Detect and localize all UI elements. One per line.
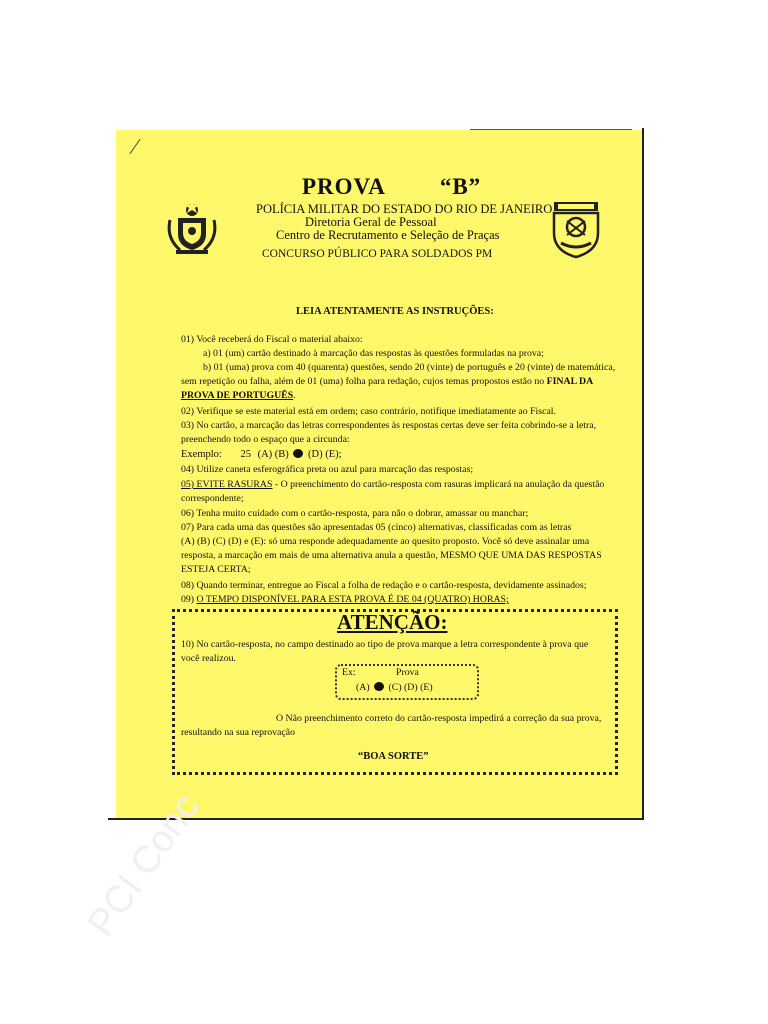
prova-example-label: Ex: [342, 667, 356, 678]
filled-bubble-icon [293, 449, 303, 458]
example-row: Exemplo: 25 (A) (B) (D) (E); [181, 449, 342, 460]
instruction-06: 06) Tenha muito cuidado com o cartão-resposta, para não o dobrar, amassar ou manchar; [181, 508, 529, 519]
instruction-01b-line2: sem repetição ou falha, além de 01 (uma) folha para redação, cujos temas propostos estão no FINAL DA [181, 376, 594, 387]
instruction-05-line1: 05) EVITE RASURAS - O preenchimento do cartão-resposta com rasuras implicará na anulação da questão [181, 479, 605, 490]
prova-label: Prova [396, 667, 419, 678]
instruction-07-line4: ESTEJA CERTA; [181, 564, 251, 575]
instruction-03-line2: preenchendo todo o espaço que a circunda: [181, 434, 350, 445]
center-name: Centro de Recrutamento e Seleção de Praças [276, 228, 500, 242]
prova-title: PROVA “B” [302, 174, 482, 199]
instruction-10-line1: 10) No cartão-resposta, no campo destinado ao tipo de prova marque a letra correspondente à prova que [181, 639, 589, 650]
pm-badge-icon [551, 199, 601, 259]
contest-name: CONCURSO PÚBLICO PARA SOLDADOS PM [262, 248, 493, 260]
prova-options: (A) (C) (D) (E) [356, 682, 433, 693]
good-luck: “BOA SORTE” [358, 751, 429, 762]
org-name: POLÍCIA MILITAR DO ESTADO DO RIO DE JANEIRO [256, 202, 553, 216]
instruction-09: 09) O TEMPO DISPONÍVEL PARA ESTA PROVA É DE 04 (QUATRO) HORAS; [181, 594, 509, 605]
instruction-10-line2: você realizou. [181, 653, 236, 664]
instruction-01b-line1: b) 01 (uma) prova com 40 (quarenta) questões, sendo 20 (vinte) de português e 20 (vinte) de matemática, [203, 362, 616, 373]
warning-line1: O Não preenchimento correto do cartão-resposta impedirá a correção da sua prova, [276, 713, 602, 724]
watermark: PCI Conc [80, 786, 208, 945]
sheet-top-edge [470, 129, 632, 130]
instruction-05-line2: correspondente; [181, 493, 244, 504]
state-coat-of-arms-icon [166, 198, 218, 258]
instruction-01a: a) 01 (um) cartão destinado à marcação das respostas às questões formuladas na prova; [203, 348, 544, 359]
instructions-heading: LEIA ATENTAMENTE AS INSTRUÇÕES: [296, 306, 494, 317]
attention-heading: ATENÇÃO: [337, 610, 448, 634]
instruction-04: 04) Utilize caneta esferográfica preta ou azul para marcação das respostas; [181, 464, 474, 475]
instruction-07-line1: 07) Para cada uma das questões são apresentadas 05 (cinco) alternativas, classificadas com as letras [181, 522, 572, 533]
sheet-right-edge [642, 128, 644, 820]
instruction-03-line1: 03) No cartão, a marcação das letras correspondentes às respostas certas deve ser feita cobrindo-se a letra, [181, 420, 597, 431]
instruction-01b-line3: PROVA DE PORTUGUÊS. [181, 390, 296, 401]
instruction-01: 01) Você receberá do Fiscal o material abaixo: [181, 334, 363, 345]
filled-bubble-icon [374, 682, 384, 691]
dept-name: Diretoria Geral de Pessoal [305, 215, 437, 229]
warning-line2: resultando na sua reprovação [181, 727, 295, 738]
instruction-07-line2: (A) (B) (C) (D) e (E): só uma responde adequadamente ao quesito proposto. Você só deve assinalar uma [181, 536, 590, 547]
instruction-02: 02) Verifique se este material está em ordem; caso contrário, notifique imediatamente ao Fiscal. [181, 406, 556, 417]
instruction-07-line3: resposta, a marcação em mais de uma alternativa anula a questão, MESMO QUE UMA DAS RESPOSTAS [181, 550, 602, 561]
instruction-08: 08) Quando terminar, entregue ao Fiscal a folha de redação e o cartão-resposta, devidamente assinados; [181, 580, 587, 591]
